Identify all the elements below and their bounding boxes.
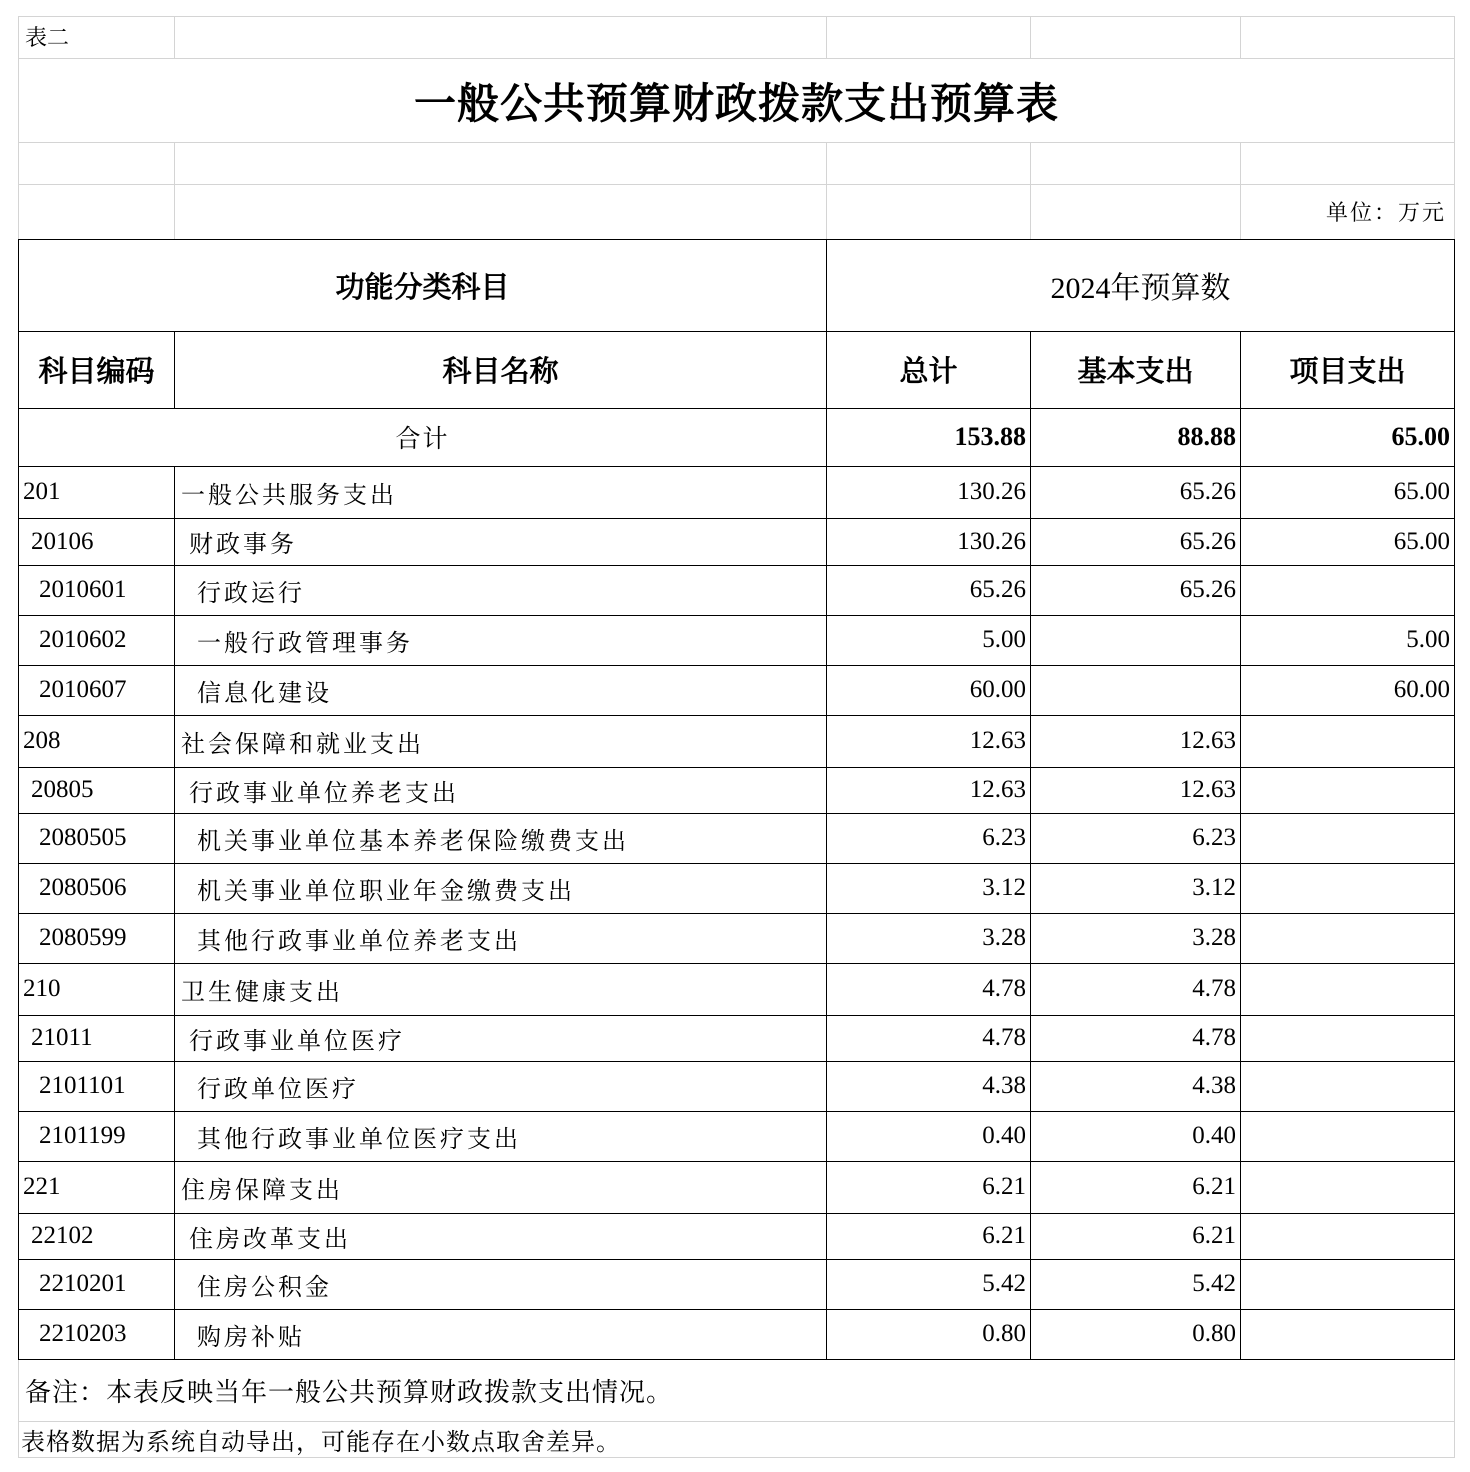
- row-project: 65.00: [1241, 466, 1455, 518]
- table-row: [19, 1015, 1455, 1061]
- row-code: 2210203: [19, 1309, 175, 1359]
- row-total: 130.26: [827, 518, 1031, 565]
- row-total: 65.26: [827, 565, 1031, 615]
- table-row: [19, 1061, 1455, 1111]
- row-project: 60.00: [1241, 665, 1455, 715]
- row-name: 行政事业单位医疗: [175, 1015, 827, 1061]
- row-total: 4.38: [827, 1061, 1031, 1111]
- data-rows: [19, 466, 1455, 1359]
- row-total: 3.28: [827, 913, 1031, 963]
- table-row: [19, 565, 1455, 615]
- budget-table: [18, 239, 1455, 1360]
- row-name: 财政事务: [175, 518, 827, 565]
- unit-label: 单位：万元: [1241, 185, 1455, 239]
- row-name: 住房保障支出: [175, 1161, 827, 1213]
- header-total: 总计: [827, 331, 1031, 408]
- row-total: 5.42: [827, 1259, 1031, 1309]
- row-name: 其他行政事业单位医疗支出: [175, 1111, 827, 1161]
- row-code: 221: [19, 1161, 175, 1213]
- row-name: 行政事业单位养老支出: [175, 767, 827, 813]
- row-project: [1241, 1111, 1455, 1161]
- summary-row: [19, 408, 1455, 466]
- table-row: [19, 863, 1455, 913]
- row-code: 210: [19, 963, 175, 1015]
- row-basic: 12.63: [1031, 715, 1241, 767]
- row-basic: 6.23: [1031, 813, 1241, 863]
- row-code: 201: [19, 466, 175, 518]
- row-total: 12.63: [827, 767, 1031, 813]
- row-code: 22102: [19, 1213, 175, 1259]
- row-name: 一般行政管理事务: [175, 615, 827, 665]
- row-name: 其他行政事业单位养老支出: [175, 913, 827, 963]
- remark-note: 备注：本表反映当年一般公共预算财政拨款支出情况。: [19, 1360, 1455, 1422]
- row-basic: 6.21: [1031, 1213, 1241, 1259]
- row-code: 2080506: [19, 863, 175, 913]
- row-basic: 3.28: [1031, 913, 1241, 963]
- table-row: [19, 1213, 1455, 1259]
- header-budget-year: 2024年预算数: [827, 239, 1455, 331]
- table-row: [19, 665, 1455, 715]
- row-project: [1241, 813, 1455, 863]
- row-total: 4.78: [827, 1015, 1031, 1061]
- table-row: [19, 1259, 1455, 1309]
- table-row: [19, 1111, 1455, 1161]
- header-name: 科目名称: [175, 331, 827, 408]
- row-code: 2080599: [19, 913, 175, 963]
- row-basic: 6.21: [1031, 1161, 1241, 1213]
- row-code: 2010601: [19, 565, 175, 615]
- row-name: 机关事业单位职业年金缴费支出: [175, 863, 827, 913]
- row-name: 卫生健康支出: [175, 963, 827, 1015]
- row-code: 2101199: [19, 1111, 175, 1161]
- table-row: [19, 615, 1455, 665]
- row-code: 2210201: [19, 1259, 175, 1309]
- row-project: [1241, 1309, 1455, 1359]
- summary-label: 合计: [19, 408, 827, 466]
- row-basic: 65.26: [1031, 565, 1241, 615]
- row-name: 行政运行: [175, 565, 827, 615]
- row-basic: 4.38: [1031, 1061, 1241, 1111]
- row-total: 12.63: [827, 715, 1031, 767]
- header-code: 科目编码: [19, 331, 175, 408]
- row-code: 2080505: [19, 813, 175, 863]
- table-row: [19, 1309, 1455, 1359]
- row-basic: 3.12: [1031, 863, 1241, 913]
- summary-total: 153.88: [827, 408, 1031, 466]
- row-total: 130.26: [827, 466, 1031, 518]
- row-name: 社会保障和就业支出: [175, 715, 827, 767]
- row-total: 0.40: [827, 1111, 1031, 1161]
- header-basic: 基本支出: [1031, 331, 1241, 408]
- footer-notes: [18, 1360, 1455, 1459]
- row-basic: [1031, 665, 1241, 715]
- header-functional-category: 功能分类科目: [19, 239, 827, 331]
- row-basic: 0.40: [1031, 1111, 1241, 1161]
- disclaimer-note: 表格数据为系统自动导出，可能存在小数点取舍差异。: [19, 1422, 1455, 1458]
- row-name: 行政单位医疗: [175, 1061, 827, 1111]
- row-code: 21011: [19, 1015, 175, 1061]
- row-name: 购房补贴: [175, 1309, 827, 1359]
- row-total: 6.21: [827, 1161, 1031, 1213]
- row-code: 2010602: [19, 615, 175, 665]
- header-project: 项目支出: [1241, 331, 1455, 408]
- table-tag: 表二: [19, 17, 175, 59]
- row-basic: 65.26: [1031, 466, 1241, 518]
- row-total: 5.00: [827, 615, 1031, 665]
- row-project: [1241, 1161, 1455, 1213]
- row-basic: 4.78: [1031, 963, 1241, 1015]
- page-title: 一般公共预算财政拨款支出预算表: [19, 59, 1455, 143]
- row-code: 20106: [19, 518, 175, 565]
- row-name: 住房公积金: [175, 1259, 827, 1309]
- table-row: [19, 1161, 1455, 1213]
- row-basic: 5.42: [1031, 1259, 1241, 1309]
- row-project: [1241, 863, 1455, 913]
- row-project: [1241, 715, 1455, 767]
- row-basic: 65.26: [1031, 518, 1241, 565]
- row-basic: [1031, 615, 1241, 665]
- summary-basic: 88.88: [1031, 408, 1241, 466]
- row-name: 信息化建设: [175, 665, 827, 715]
- table-row: [19, 518, 1455, 565]
- row-project: [1241, 767, 1455, 813]
- row-basic: 0.80: [1031, 1309, 1241, 1359]
- budget-sheet: [18, 16, 1454, 1458]
- row-total: 0.80: [827, 1309, 1031, 1359]
- row-project: [1241, 1061, 1455, 1111]
- summary-project: 65.00: [1241, 408, 1455, 466]
- row-project: [1241, 1259, 1455, 1309]
- row-project: [1241, 913, 1455, 963]
- table-row: [19, 715, 1455, 767]
- row-total: 60.00: [827, 665, 1031, 715]
- row-code: 2101101: [19, 1061, 175, 1111]
- row-total: 4.78: [827, 963, 1031, 1015]
- row-code: 208: [19, 715, 175, 767]
- row-total: 3.12: [827, 863, 1031, 913]
- row-project: 65.00: [1241, 518, 1455, 565]
- row-project: [1241, 1213, 1455, 1259]
- row-total: 6.21: [827, 1213, 1031, 1259]
- row-project: [1241, 1015, 1455, 1061]
- table-row: [19, 963, 1455, 1015]
- table-row: [19, 466, 1455, 518]
- row-project: [1241, 565, 1455, 615]
- table-row: [19, 913, 1455, 963]
- row-project: 5.00: [1241, 615, 1455, 665]
- row-name: 机关事业单位基本养老保险缴费支出: [175, 813, 827, 863]
- table-row: [19, 813, 1455, 863]
- row-code: 20805: [19, 767, 175, 813]
- row-basic: 12.63: [1031, 767, 1241, 813]
- row-basic: 4.78: [1031, 1015, 1241, 1061]
- row-code: 2010607: [19, 665, 175, 715]
- row-name: 一般公共服务支出: [175, 466, 827, 518]
- sheet-header-grid: [18, 16, 1455, 239]
- table-row: [19, 767, 1455, 813]
- row-name: 住房改革支出: [175, 1213, 827, 1259]
- row-total: 6.23: [827, 813, 1031, 863]
- row-project: [1241, 963, 1455, 1015]
